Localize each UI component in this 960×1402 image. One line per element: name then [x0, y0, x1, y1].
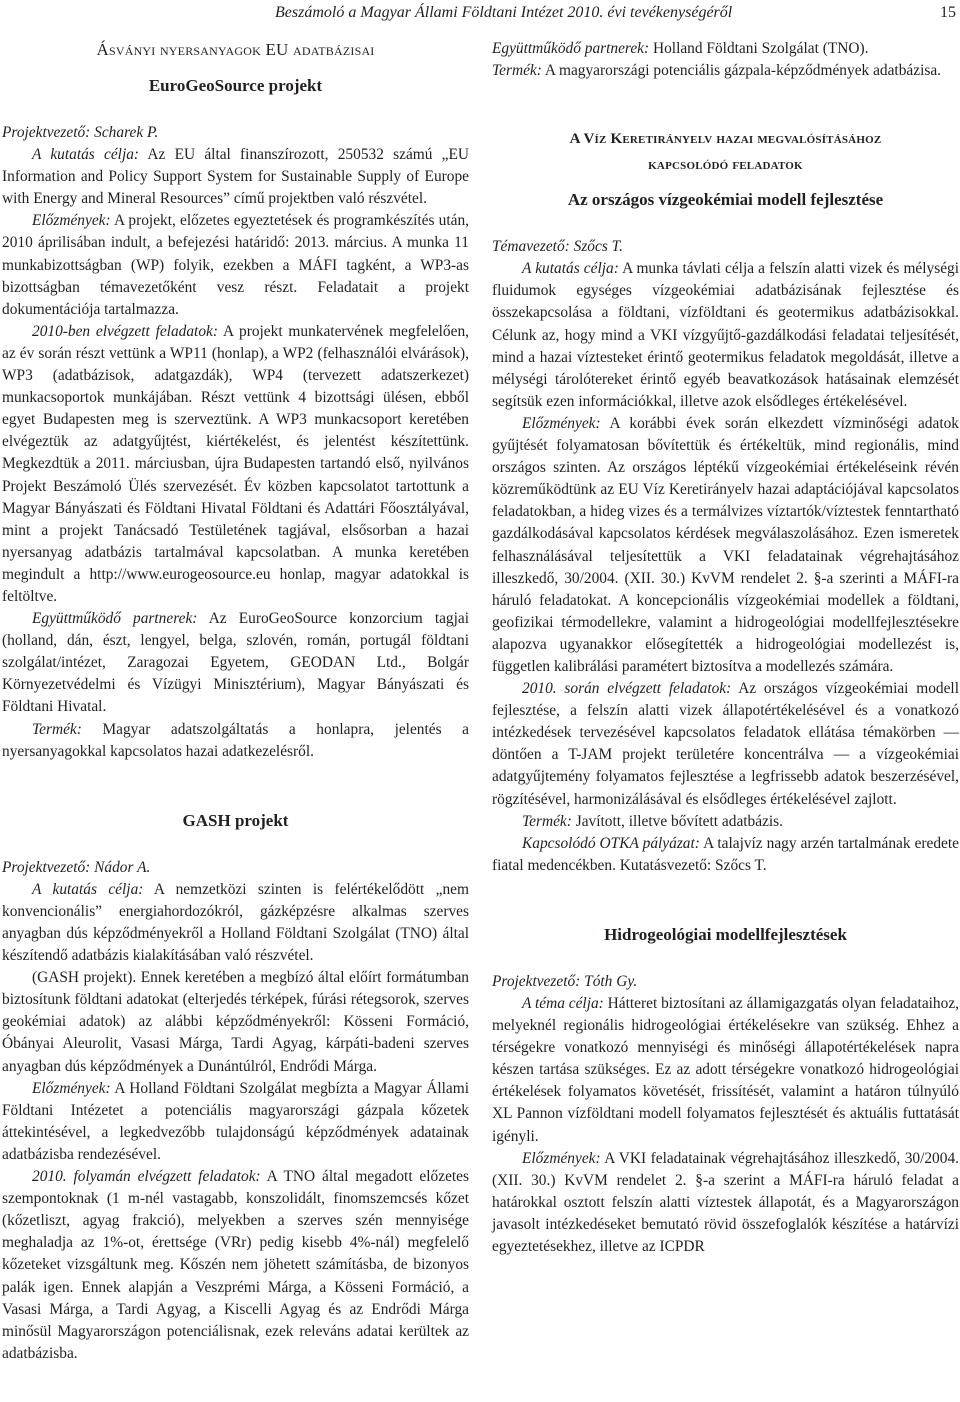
model-aim-paragraph: [492, 258, 959, 413]
partners-paragraph: [2, 608, 469, 718]
model-antecedents-label: Előzmények:: [522, 414, 601, 432]
gash-antecedents-text: A Holland Földtani Szolgálat megbízta a Magyar Állami Földtani Intézetet a potenciális magyarországi gázpala kőzetek áttekintésével, a legkedvezőbb tulajdonságú képződmények adatainak adatbázisba rendezésével.: [2, 1079, 469, 1163]
aim-text: Az EU által finanszírozott, 250532 számú „EU Information and Policy Support System for Sustainable Supply of Europe with Energy and Mineral Resources” című projektben való részvétel.: [2, 146, 470, 208]
product-label: Termék:: [32, 720, 82, 738]
gash-product-label: Termék:: [492, 62, 542, 80]
gash-product-paragraph: [492, 60, 959, 82]
partners-label: Együttműködő partnerek:: [32, 610, 198, 628]
project-leader: [2, 122, 469, 144]
gash-aim-text: A nemzetközi szinten is felértékelődött „nem konvencionális” energiahordozókról, gázképzésre alkalmas szerves anyagban dús képződményekről a Holland Földtani Szolgálat (TNO) által készítendő adatbázis kialakításában való részvétel.: [2, 880, 469, 965]
product-text: Magyar adatszolgáltatás a honlapra, jelentés a nyersanyagokkal kapcsolatos hazai adatkezelésről.: [2, 720, 469, 760]
gash-antecedents-label: Előzmények:: [32, 1079, 111, 1097]
section-heading-wfd-line1: A Víz Keretirányelv hazai megvalósításához: [569, 131, 882, 148]
model-antecedents-text: A korábbi évek során elkezdett vízminőségi adatok gyűjtését folyamatosan bővítettük és értékeltük, mind regionális, mind országos szinten. Az országos léptékű vízgeokémiai értékeléseink révén közreműködtünk az EU Víz Keretirányelv hazai adaptációjával kapcsolatos feladatokban, a hideg vizes és a termálvizes víztartók/víztestek fenntartható gazdálkodásával kapcsolatos kérdések megválaszolásához. Ezen ismeretek felhasználásával teljesítettük a VKI feladatainak végrehajtásához illeszkedő, 30/2004. (XII. 30.) KvVM rendelet 2. §-a szerinti a MÁFI-ra háruló feladatokat. A koncepcionális vízgeokémiai modellek a földtani, geofizikai térmodellekre, valamint a hidrogeológiai modellfejlesztésekre alapozva ugyanakkor elősegítették a hidrogeológiai modellezést is, független kalibrálási paramétert biztosítva a modellezés számára.: [492, 414, 959, 675]
hydro-antecedents-text: A VKI feladatainak végrehajtásához illeszkedő, 30/2004. (XII. 30.) KvVM rendelet 2. §-a szerint a MÁFI-ra háruló feladat a határokkal osztott felszín alatti víztestek állapotát, és a Magyarországon javasolt intézkedéseket bemutató rövid összefoglalók készítése a határvízi egyeztetésekhez, illetve az ICPDR: [492, 1149, 959, 1256]
model-leader-text: Témavezető: Szőcs T.: [492, 238, 623, 256]
antecedents-label: Előzmények:: [32, 212, 111, 230]
page-number: 15: [940, 4, 956, 21]
project-title-hydrochem-model: Az országos vízgeokémiai modell fejlesztése: [567, 190, 884, 210]
model-product-text: Javított, illetve bővített adatbázis.: [571, 812, 784, 830]
gash-partners-paragraph: [492, 38, 959, 60]
project-title-gash: GASH projekt: [182, 810, 289, 830]
work-2010-text: A projekt munkatervének megfelelően, az év során részt vettünk a WP11 (honlap), a WP2 (felhasználói elvárások), WP3 (adatbázisok, adatgazdák), WP4 (tervezett adatszerkezet) munkacsoportok munkájában. Részt vettünk 4 bizottsági ülésen, ebből egyet Budapesten meg is szerveztünk. A WP3 munkacsoport keretében elvégeztük az adatgyűjtést, kiértékelést, és jelentést készítettünk. Megkezdtük a 2011. márciusban, újra Budapesten tartandó első, nyilvános Projekt Beszámoló Ülés szervezését. Év közben kapcsolatot tartottunk a Magyar Bányászati és Földtani Hivatal Földtani és Adattári Főosztályával, mint a projekt Tanácsadó Testületének tagjával, elsősorban a hazai nyersanyag adatbázis tartalmával kapcsolatban. A munka keretében megindult a http://www.eurogeosource.eu honlap, magyar adatokkal is feltöltve.: [2, 322, 469, 605]
project-title-eurogeosource: EuroGeoSource projekt: [148, 76, 323, 95]
gash-partners-label: Együttműködő partnerek:: [492, 40, 650, 57]
gash-partners-text: Holland Földtani Szolgálat (TNO).: [649, 40, 869, 57]
hydro-aim-label: A téma célja:: [522, 995, 604, 1012]
hydro-antecedents-paragraph: [492, 1148, 959, 1258]
running-title: Beszámoló a Magyar Állami Földtani Intézet 2010. évi tevékenységéről: [275, 4, 733, 21]
gash-leader-text: Projektvezető: Nádor A.: [2, 858, 151, 876]
gash-leader: [2, 857, 469, 879]
gash-product-text: A magyarországi potenciális gázpala-képződmények adatbázisa.: [541, 62, 942, 80]
leader-text: Projektvezető: Scharek P.: [2, 124, 159, 141]
antecedents-paragraph: [2, 210, 469, 320]
project-title-hydrogeology: Hidrogeológiai modellfejlesztések: [604, 924, 847, 944]
model-leader: [492, 236, 959, 258]
antecedents-text: A projekt, előzetes egyeztetések és programkészítés után, 2010 áprilisában indult, a befejezési határidő: 2013. március. A munka 11 munkabizottságban (WP) folyik, ezekben a MÁFI tagként, a WP3-as bizottságban témavezetőként vesz részt. Feladatait a projekt dokumentációja tartalmazza.: [2, 212, 469, 318]
model-otka-paragraph: [492, 833, 959, 877]
model-aim-label: A kutatás célja:: [522, 260, 619, 278]
gash-antecedents-paragraph: [2, 1078, 469, 1166]
section-heading-wfd-line2: kapcsolódó feladatok: [648, 157, 803, 174]
model-otka-label: Kapcsolódó OTKA pályázat:: [522, 834, 700, 852]
hydro-aim-paragraph: [492, 993, 959, 1148]
product-paragraph: [2, 719, 469, 763]
aim-label: A kutatás célja:: [32, 146, 140, 164]
model-2010-label: 2010. során elvégzett feladatok:: [522, 680, 732, 698]
gash-aim-label: A kutatás célja:: [32, 880, 144, 898]
hydro-aim-text: Hátteret biztosítani az államigazgatás olyan feladataihoz, melyeknél regionális hidrogeológiai értékelésekre van szükség. Ehhez a térségekre vonatkozó mennyiségi és minőségi állapotértékelések napra készen tartása szükséges. Ez az adott térségekre vonatkozó hidrogeológiai értékelések folyamatos követését, frissítését, valamint a határon túlnyúló XL Pannon vízföldtani modell folyamatos fejlesztését és aktuális futtatását igényli.: [492, 995, 959, 1145]
model-otka-text: A talajvíz nagy arzén tartalmának eredete fiatal medencékben. Kutatásvezető: Szőcs T.: [492, 834, 959, 874]
gash-aim-paragraph: [2, 879, 469, 967]
left-column: [2, 38, 469, 1365]
partners-text: Az EuroGeoSource konzorcium tagjai (holland, dán, észt, lengyel, belga, szlovén, román, portugál földtani szolgálat/intézet, Zaragozai Egyetem, GEODAN Ltd., Bolgár Környezetvédelmi és Vízügyi Minisztérium), Magyar Bányászati és Földtani Hivatal.: [2, 610, 470, 716]
model-2010-text: Az országos vízgeokémiai modell fejlesztése, a felszín alatti vizek állapotértékelésével és a vonatkozó intézkedések tervezésével kapcsolatos feladatok ellátása témakörben — döntően a T-JAM projekt területére koncentrálva — a vízgeokémiai adatgyűjtemény folyamatos fejlesztése a legfrissebb adatok beszerzésével, rögzítésével, harmonizálásával és elsődleges értékelésével zajlott.: [492, 680, 959, 808]
model-aim-text: A munka távlati célja a felszín alatti vizek és mélységi fluidumok egységes vízgeokémiai adatbázisának fejlesztése és összekapcsolása a földtani, vízföldtani és geotermikus adatbázisokkal. Célunk az, hogy mind a VKI vízgyűjtő-gazdálkodási feladatai teljesítését, mind a hazai víztesteket érintő geotermikus feladatok megoldását, illetve a mélységi tárolótereket érintő egyéb beavatkozások hatásainak elemzését segítsük ezen információkkal, illetve azok elsődleges értékelésével.: [492, 260, 960, 410]
work-2010-paragraph: [2, 321, 469, 608]
model-2010-paragraph: [492, 678, 959, 811]
aim-paragraph: [2, 144, 469, 210]
model-antecedents-paragraph: [492, 413, 959, 678]
hydro-leader: [492, 971, 959, 993]
running-header: [0, 2, 960, 26]
section-heading-mineral-db: Ásványi nyersanyagok EU adatbázisai: [96, 40, 375, 59]
gash-2010-text: A TNO által megadott előzetes szempontoknak (1 m-nél vastagabb, konszolidált, finomszemcsés kőzet (kőzetliszt, agyag frakció), melyekben a szerves szén mennyisége meghaladja az 1%-ot, érettsége (VRr) pedig kisebb 4%-nál) megfelelő kőzeteket vizsgáltunk meg. Kőszén nem jöhetett számításba, de bizonyos palák igen. Ennek alapján a Veszprémi Márga, a Kösseni Formáció, a Vasasi Márga, a Tardi Agyag, a Kiscelli Agyag és az Endrődi Márga minősül Magyarországon potenciálisnak, ezek releváns adatai kerültek az adatbázisba.: [2, 1168, 469, 1362]
hydro-antecedents-label: Előzmények:: [522, 1149, 601, 1167]
model-product-paragraph: [492, 811, 959, 833]
work-2010-label: 2010-ben elvégzett feladatok:: [32, 322, 218, 340]
hydro-leader-text: Projektvezető: Tóth Gy.: [492, 972, 638, 990]
gash-2010-label: 2010. folyamán elvégzett feladatok:: [32, 1168, 261, 1186]
gash-2010-paragraph: [2, 1166, 469, 1365]
model-product-label: Termék:: [522, 812, 572, 830]
gash-detail-paragraph: (GASH projekt). Ennek keretében a megbízó által előírt formátumban biztosítunk földtani adatokat (elterjedés térképek, fúrási rétegsorok, szerves geokémiai adatok) az alábbi képződményekről: Kösseni Formáció, Óbányai Aleurolit, Vasasi Márga, Tardi Agyag, kárpáti-badeni szerves anyagban dús képződmények a Dunántúlról, Endrődi Márga.: [2, 969, 469, 1075]
right-column: [492, 38, 959, 1258]
